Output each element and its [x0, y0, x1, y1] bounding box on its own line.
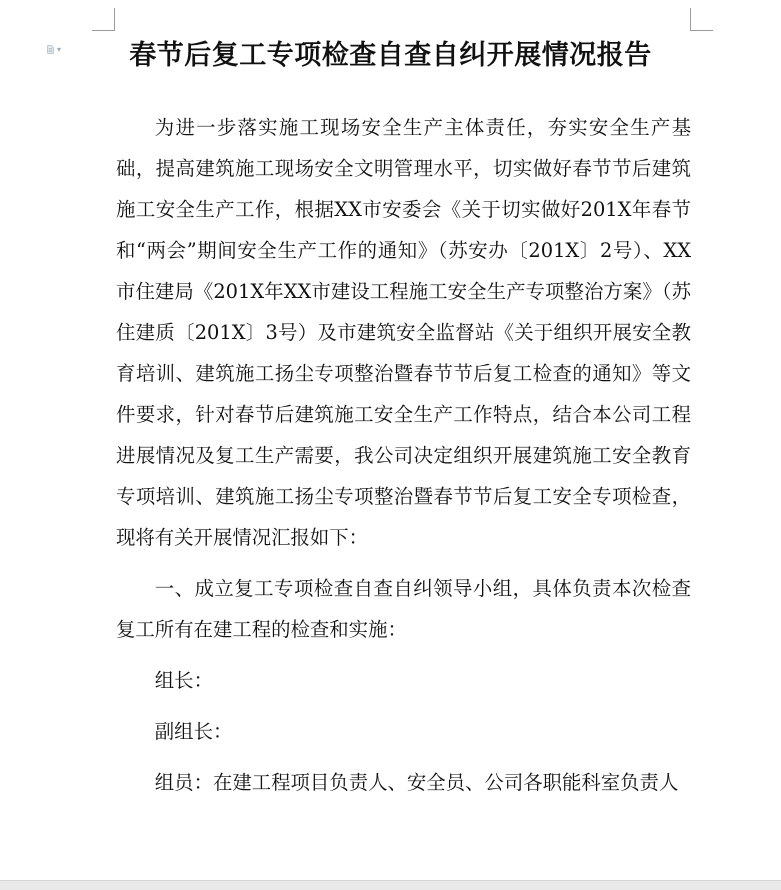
- paragraph-section-1: 一、成立复工专项检查自查自纠领导小组，具体负责本次检查复工所有在建工程的检查和实施：: [116, 577, 691, 641]
- paragraph-members: 组员：在建工程项目负责人、安全员、公司各职能科室负责人: [154, 771, 679, 794]
- paragraph-intro: 为进一步落实施工现场安全生产主体责任，夯实安全生产基础，提高建筑施工现场安全文明管理水平，切实做好春节节后建筑施工安全生产工作，根据XX市安委会《关于切实做好201X年春节和“两会”期间安全生产工作的通知》（苏安办〔201X〕2号）、XX市住建局《201X年XX市建设工程施工安全生产专项整治方案》（苏住建质〔201X〕3号）及市建筑安全监督站《关于组织开展安全教育培训、建筑施工扬尘专项整治暨春节节后复工检查的通知》等文件要求，针对春节后建筑施工安全生产工作特点，结合本公司工程进展情况及复工生产需要，我公司决定组织开展建筑施工安全教育专项培训、建筑施工扬尘专项整治暨春节节后复工安全专项检查，现将有关开展情况汇报如下：: [116, 116, 691, 549]
- chevron-down-icon: ▾: [56, 44, 61, 54]
- paragraph-deputy-leader: 副组长：: [154, 720, 233, 743]
- paragraph-leader: 组长：: [154, 669, 213, 692]
- crop-mark-top-right: [690, 8, 713, 31]
- document-body: [116, 107, 691, 813]
- document-title: 春节后复工专项检查自查自纠开展情况报告: [129, 40, 652, 71]
- crop-mark-top-left: [92, 8, 115, 31]
